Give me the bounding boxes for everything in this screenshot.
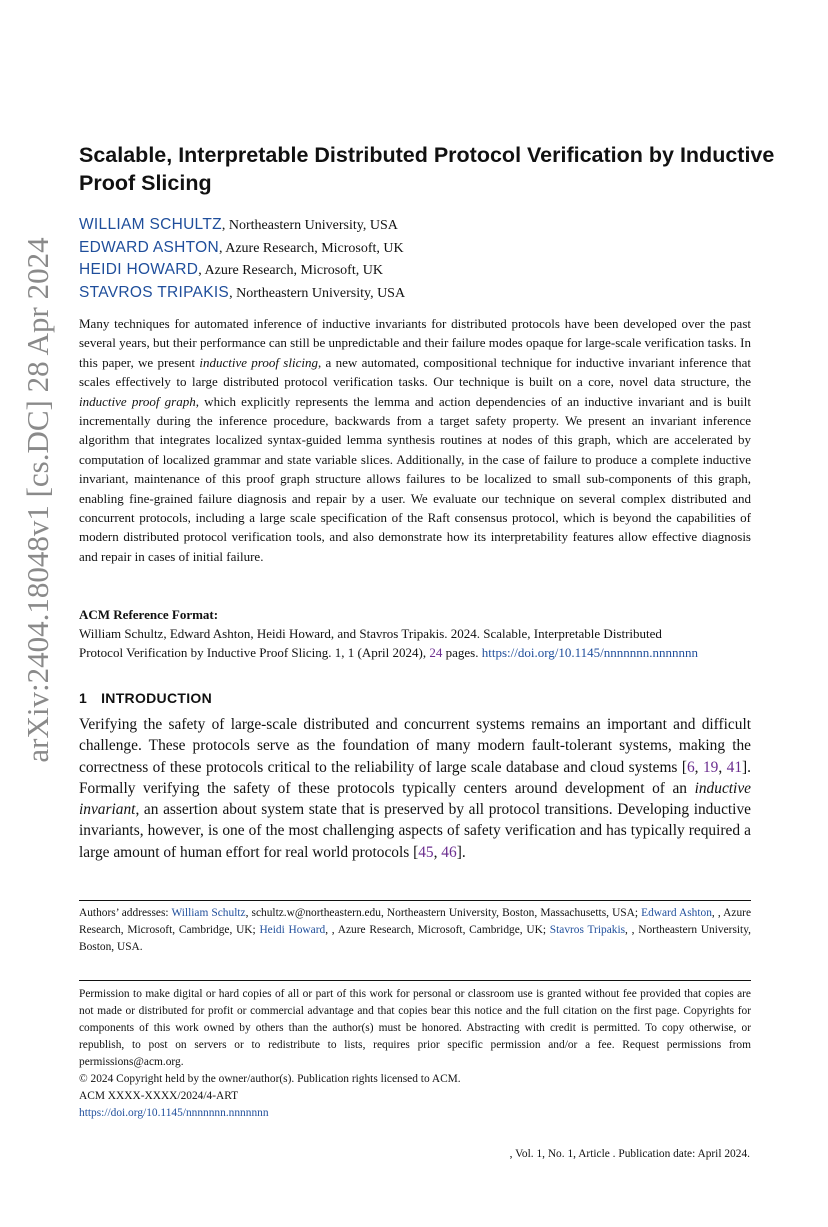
acm-reference-line: [79, 643, 799, 662]
intro-text: ]. Formally verifying the safety of these protocols typically centers around development of an: [79, 758, 751, 797]
author-address-link[interactable]: William Schultz: [171, 907, 246, 919]
author-name[interactable]: WILLIAM SCHULTZ: [79, 216, 222, 233]
intro-text: ].: [456, 843, 466, 861]
doi-link[interactable]: https://doi.org/10.1145/nnnnnnn.nnnnnnn: [481, 645, 699, 660]
abstract-emphasis: inductive proof graph: [79, 393, 196, 409]
acm-reference-heading: ACM Reference Format:: [79, 607, 219, 622]
author-affiliation: , Northeastern University, USA: [229, 285, 406, 301]
citation-link[interactable]: 41: [726, 758, 743, 776]
author-name[interactable]: HEIDI HOWARD: [79, 261, 199, 278]
abstract-text: Many techniques for automated inference of inductive invariants for distributed protocols have been developed over the past several years, but their performance can still be unpredictable and their failure modes opaque for large-scale verification tasks. In this paper, we present: [79, 316, 751, 370]
publication-footer: , Vol. 1, No. 1, Article . Publication date: April 2024.: [509, 1148, 750, 1160]
section-number: 1: [79, 690, 88, 706]
author-entry: [79, 259, 779, 282]
intro-text: ,: [433, 843, 442, 861]
author-entry: [79, 282, 779, 305]
acm-reference: [79, 605, 799, 662]
page-count-link[interactable]: 24: [429, 645, 443, 660]
author-address-link[interactable]: Edward Ashton: [641, 907, 712, 919]
section-heading: [79, 690, 212, 706]
acm-reference-line: William Schultz, Edward Ashton, Heidi Howard, and Stavros Tripakis. 2024. Scalable, Interpretable Distributed: [79, 626, 662, 641]
intro-text: , an assertion about system state that is preserved by all protocol transitions. Developing inductive invariants, however, is one of the most challenging aspects of safety verification and has typically required a large amount of human effort for real world protocols [: [79, 801, 751, 861]
paper-title: Scalable, Interpretable Distributed Protocol Verification by Inductive Proof Slicing: [79, 143, 775, 195]
abstract-text: , a new automated, compositional technique for inductive invariant inference that scales effectively to large distributed protocol verification tasks. Our technique is built on a core, novel data structure, the: [79, 354, 751, 390]
author-address-link[interactable]: Heidi Howard: [259, 924, 326, 936]
section-title: INTRODUCTION: [101, 690, 213, 706]
footnote-divider: [79, 900, 751, 901]
authors-addresses: [79, 905, 751, 956]
author-affiliation: , Northeastern University, USA: [221, 218, 398, 233]
acm-reference-text: Protocol Verification by Inductive Proof Slicing. 1, 1 (April 2024),: [79, 645, 430, 660]
citation-link[interactable]: 19: [702, 758, 719, 776]
author-affiliation: , Azure Research, Microsoft, UK: [218, 240, 404, 256]
author-name[interactable]: STAVROS TRIPAKIS: [79, 283, 230, 301]
author-affiliation: , Azure Research, Microsoft, UK: [198, 263, 383, 278]
intro-text: ,: [718, 758, 727, 776]
acm-identifier: ACM XXXX-XXXX/2024/4-ART: [79, 1090, 239, 1102]
addresses-label: Authors’ addresses:: [79, 907, 172, 919]
author-entry: [79, 214, 779, 237]
citation-link[interactable]: 45: [418, 843, 434, 861]
address-text: , , Northeastern University, Boston, USA.: [79, 924, 752, 953]
citation-link[interactable]: 6: [686, 758, 695, 776]
abstract-text: , which explicitly represents the lemma and action dependencies of an inductive invariant and is built incrementally during the inference procedure, backwards from a target safety property. We present an invariant inference algorithm that integrates localized syntax-guided lemma synthesis routines at nodes of this graph, which are accelerated by computation of localized grammar and state variable slices. Additionally, in the case of failure to produce a complete inductive invariant, maintenance of this proof graph structure allows failures to be localized to small sub-components of this graph, enabling fine-grained failure diagnosis and repair by a user. We evaluate our technique on several complex distributed and concurrent protocols, including a large scale specification of the Raft consensus protocol, which is beyond the capabilities of modern distributed protocol verification tools, and also demonstrate how its interpretability features allow effective diagnosis and repair in cases of initial failure.: [79, 393, 751, 564]
author-entry: [79, 237, 779, 260]
author-address-link[interactable]: Stavros Tripakis: [549, 924, 626, 936]
arxiv-identifier: arXiv:2404.18048v1 [cs.DC] 28 Apr 2024: [20, 237, 55, 763]
introduction-paragraph: [79, 714, 751, 863]
permission-text: Permission to make digital or hard copies of all or part of this work for personal or classroom use is granted without fee provided that copies are not made or distributed for profit or commercial advantage and that copies bear this notice and the full citation on the first page. Copyrights for components of this work owned by others than the author(s) must be honored. Abstracting with credit is permitted. To copy otherwise, or republish, to post on servers or to redistribute to lists, requires prior specific permission and/or a fee. Request permissions from permissions@acm.org.: [79, 988, 751, 1068]
permission-block: [79, 986, 751, 1122]
author-list: [79, 214, 779, 304]
intro-text: ,: [694, 758, 703, 776]
address-text: , , Azure Research, Microsoft, Cambridge, UK;: [79, 907, 751, 936]
intro-text: Verifying the safety of large-scale distributed and concurrent systems remains an important and difficult challenge. These protocols serve as the foundation of many modern fault-tolerant systems, making the correctness of these protocols critical to the reliability of large scale database and cloud systems [: [79, 716, 751, 776]
acm-reference-text: pages.: [442, 645, 482, 660]
intro-emphasis: inductive invariant: [79, 779, 751, 819]
abstract-emphasis: inductive proof slicing: [199, 354, 318, 370]
abstract: [79, 314, 751, 566]
doi-link[interactable]: https://doi.org/10.1145/nnnnnnn.nnnnnnn: [79, 1107, 269, 1119]
arxiv-sidebar: [8, 200, 68, 800]
author-name[interactable]: EDWARD ASHTON: [79, 238, 219, 256]
address-text: , schultz.w@northeastern.edu, Northeastern University, Boston, Massachusetts, USA;: [245, 907, 642, 919]
citation-link[interactable]: 46: [441, 843, 457, 861]
address-text: , , Azure Research, Microsoft, Cambridge, UK;: [325, 924, 550, 936]
footnote-divider: [79, 980, 751, 981]
copyright-line: © 2024 Copyright held by the owner/author(s). Publication rights licensed to ACM.: [79, 1073, 461, 1085]
